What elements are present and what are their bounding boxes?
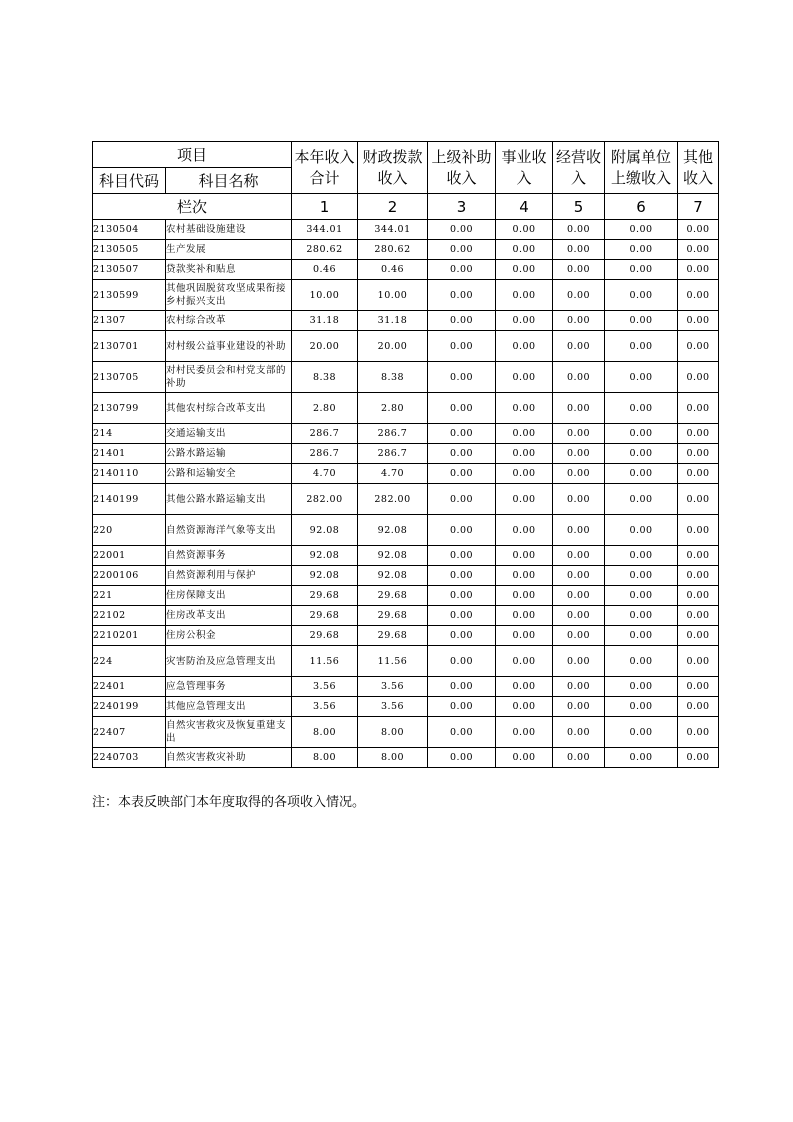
table-row [93, 260, 719, 280]
value-cell: 0.00 [678, 606, 719, 626]
value-cell: 29.68 [292, 606, 358, 626]
value-cell: 0.00 [428, 606, 496, 626]
table-row [93, 626, 719, 646]
value-cell: 280.62 [292, 240, 358, 260]
value-cell: 0.00 [553, 697, 605, 717]
value-cell: 0.00 [496, 240, 553, 260]
value-cell: 0.00 [496, 311, 553, 331]
value-cell: 0.00 [553, 546, 605, 566]
value-cell: 0.00 [678, 677, 719, 697]
value-cell: 0.00 [428, 626, 496, 646]
subject-code-cell: 2240199 [93, 697, 166, 717]
value-cell: 11.56 [292, 646, 358, 677]
value-cell: 0.00 [496, 717, 553, 748]
table-row [93, 220, 719, 240]
subject-code-cell: 22401 [93, 677, 166, 697]
value-cell: 0.00 [605, 260, 678, 280]
value-cell: 0.00 [678, 646, 719, 677]
subject-name-cell: 自然资源事务 [166, 546, 292, 566]
value-cell: 0.00 [605, 280, 678, 311]
value-cell: 0.00 [496, 424, 553, 444]
value-cell: 0.00 [678, 362, 719, 393]
col-5-header: 经营收入 [553, 142, 605, 194]
subject-code-cell: 22407 [93, 717, 166, 748]
table-row [93, 331, 719, 362]
value-cell: 0.00 [496, 606, 553, 626]
table-row [93, 546, 719, 566]
table-row [93, 311, 719, 331]
value-cell: 0.00 [678, 220, 719, 240]
value-cell: 0.00 [428, 646, 496, 677]
value-cell: 0.00 [496, 748, 553, 768]
value-cell: 0.00 [496, 484, 553, 515]
table-row [93, 424, 719, 444]
value-cell: 0.00 [428, 546, 496, 566]
value-cell: 20.00 [358, 331, 428, 362]
subject-code-header: 科目代码 [93, 168, 166, 194]
subject-code-cell: 2240703 [93, 748, 166, 768]
value-cell: 0.00 [496, 515, 553, 546]
subject-name-cell: 应急管理事务 [166, 677, 292, 697]
column-number: 2 [358, 194, 428, 220]
value-cell: 31.18 [292, 311, 358, 331]
value-cell: 2.80 [292, 393, 358, 424]
col-6-header: 附属单位上缴收入 [605, 142, 678, 194]
value-cell: 0.00 [678, 444, 719, 464]
value-cell: 0.00 [496, 331, 553, 362]
subject-code-cell: 224 [93, 646, 166, 677]
value-cell: 0.00 [553, 717, 605, 748]
table-body [93, 220, 719, 768]
value-cell: 0.00 [605, 311, 678, 331]
value-cell: 0.00 [605, 697, 678, 717]
subject-code-cell: 21307 [93, 311, 166, 331]
subject-code-cell: 2130705 [93, 362, 166, 393]
subject-code-cell: 2140110 [93, 464, 166, 484]
value-cell: 0.00 [496, 697, 553, 717]
value-cell: 0.00 [553, 646, 605, 677]
value-cell: 3.56 [358, 677, 428, 697]
value-cell: 2.80 [358, 393, 428, 424]
value-cell: 0.00 [553, 260, 605, 280]
table-header [93, 142, 719, 220]
subject-name-cell: 交通运输支出 [166, 424, 292, 444]
value-cell: 0.00 [428, 515, 496, 546]
table-row [93, 444, 719, 464]
table-row [93, 677, 719, 697]
value-cell: 0.00 [553, 626, 605, 646]
value-cell: 0.00 [553, 362, 605, 393]
value-cell: 0.00 [496, 586, 553, 606]
value-cell: 10.00 [292, 280, 358, 311]
table-row [93, 393, 719, 424]
value-cell: 0.00 [428, 311, 496, 331]
col-4-header: 事业收入 [496, 142, 553, 194]
subject-code-cell: 2130504 [93, 220, 166, 240]
value-cell: 0.00 [678, 260, 719, 280]
value-cell: 0.00 [678, 626, 719, 646]
subject-name-cell: 公路和运输安全 [166, 464, 292, 484]
column-number: 1 [292, 194, 358, 220]
value-cell: 0.00 [428, 444, 496, 464]
subject-name-cell: 其他应急管理支出 [166, 697, 292, 717]
table-row [93, 464, 719, 484]
value-cell: 0.00 [678, 311, 719, 331]
value-cell: 92.08 [358, 546, 428, 566]
column-number: 5 [553, 194, 605, 220]
subject-name-cell: 自然灾害救灾补助 [166, 748, 292, 768]
value-cell: 0.00 [678, 697, 719, 717]
value-cell: 0.00 [496, 464, 553, 484]
subject-code-cell: 2130799 [93, 393, 166, 424]
value-cell: 8.38 [292, 362, 358, 393]
subject-code-cell: 2130507 [93, 260, 166, 280]
income-table [92, 141, 719, 768]
value-cell: 0.00 [496, 260, 553, 280]
table-row [93, 240, 719, 260]
value-cell: 0.00 [678, 717, 719, 748]
value-cell: 0.00 [678, 280, 719, 311]
value-cell: 0.00 [678, 424, 719, 444]
subject-code-cell: 2130505 [93, 240, 166, 260]
value-cell: 0.00 [678, 546, 719, 566]
subject-name-cell: 农村基础设施建设 [166, 220, 292, 240]
value-cell: 29.68 [292, 586, 358, 606]
value-cell: 3.56 [292, 697, 358, 717]
value-cell: 0.00 [496, 566, 553, 586]
value-cell: 0.00 [605, 566, 678, 586]
subject-name-cell: 住房保障支出 [166, 586, 292, 606]
value-cell: 0.46 [358, 260, 428, 280]
subject-name-cell: 自然资源海洋气象等支出 [166, 515, 292, 546]
table-row [93, 748, 719, 768]
value-cell: 0.00 [605, 677, 678, 697]
value-cell: 0.00 [496, 626, 553, 646]
value-cell: 0.00 [553, 331, 605, 362]
value-cell: 29.68 [292, 626, 358, 646]
value-cell: 4.70 [358, 464, 428, 484]
value-cell: 0.00 [428, 586, 496, 606]
table-row [93, 586, 719, 606]
value-cell: 0.46 [292, 260, 358, 280]
subject-code-cell: 214 [93, 424, 166, 444]
value-cell: 29.68 [358, 606, 428, 626]
subject-name-cell: 灾害防治及应急管理支出 [166, 646, 292, 677]
value-cell: 0.00 [428, 566, 496, 586]
value-cell: 0.00 [678, 515, 719, 546]
value-cell: 11.56 [358, 646, 428, 677]
value-cell: 0.00 [605, 444, 678, 464]
value-cell: 0.00 [428, 424, 496, 444]
value-cell: 0.00 [553, 464, 605, 484]
project-header: 项目 [93, 142, 292, 168]
subject-code-cell: 22102 [93, 606, 166, 626]
value-cell: 0.00 [428, 484, 496, 515]
value-cell: 20.00 [292, 331, 358, 362]
subject-name-cell: 自然灾害救灾及恢复重建支出 [166, 717, 292, 748]
value-cell: 282.00 [358, 484, 428, 515]
value-cell: 0.00 [605, 331, 678, 362]
value-cell: 8.00 [292, 717, 358, 748]
value-cell: 0.00 [605, 362, 678, 393]
subject-name-cell: 住房改革支出 [166, 606, 292, 626]
value-cell: 0.00 [605, 393, 678, 424]
value-cell: 0.00 [428, 717, 496, 748]
table-row [93, 362, 719, 393]
value-cell: 31.18 [358, 311, 428, 331]
value-cell: 0.00 [678, 586, 719, 606]
value-cell: 92.08 [358, 515, 428, 546]
value-cell: 0.00 [605, 606, 678, 626]
value-cell: 0.00 [605, 464, 678, 484]
value-cell: 0.00 [496, 444, 553, 464]
value-cell: 0.00 [553, 484, 605, 515]
value-cell: 286.7 [292, 444, 358, 464]
value-cell: 4.70 [292, 464, 358, 484]
value-cell: 0.00 [605, 586, 678, 606]
value-cell: 92.08 [292, 566, 358, 586]
subject-code-cell: 221 [93, 586, 166, 606]
col-1-header: 本年收入合计 [292, 142, 358, 194]
value-cell: 280.62 [358, 240, 428, 260]
column-number: 3 [428, 194, 496, 220]
value-cell: 10.00 [358, 280, 428, 311]
value-cell: 0.00 [496, 546, 553, 566]
subject-code-cell: 2210201 [93, 626, 166, 646]
subject-name-cell: 住房公积金 [166, 626, 292, 646]
value-cell: 0.00 [496, 393, 553, 424]
value-cell: 0.00 [678, 331, 719, 362]
value-cell: 8.00 [358, 748, 428, 768]
subject-code-cell: 220 [93, 515, 166, 546]
value-cell: 8.38 [358, 362, 428, 393]
subject-name-cell: 对村级公益事业建设的补助 [166, 331, 292, 362]
value-cell: 0.00 [553, 566, 605, 586]
value-cell: 0.00 [553, 311, 605, 331]
subject-name-cell: 自然资源利用与保护 [166, 566, 292, 586]
table-row [93, 717, 719, 748]
table-note: 注：本表反映部门本年度取得的各项收入情况。 [92, 795, 366, 810]
subject-code-cell: 2130599 [93, 280, 166, 311]
table-row [93, 697, 719, 717]
subject-code-cell: 22001 [93, 546, 166, 566]
value-cell: 3.56 [292, 677, 358, 697]
value-cell: 0.00 [428, 362, 496, 393]
subject-name-cell: 其他公路水路运输支出 [166, 484, 292, 515]
value-cell: 0.00 [605, 626, 678, 646]
value-cell: 0.00 [496, 677, 553, 697]
value-cell: 0.00 [678, 464, 719, 484]
value-cell: 0.00 [605, 424, 678, 444]
value-cell: 286.7 [358, 444, 428, 464]
value-cell: 0.00 [605, 220, 678, 240]
value-cell: 0.00 [428, 280, 496, 311]
subject-code-cell: 2130701 [93, 331, 166, 362]
value-cell: 0.00 [605, 748, 678, 768]
value-cell: 0.00 [605, 646, 678, 677]
value-cell: 0.00 [553, 606, 605, 626]
subject-name-cell: 公路水路运输 [166, 444, 292, 464]
table-row [93, 646, 719, 677]
value-cell: 0.00 [678, 566, 719, 586]
value-cell: 29.68 [358, 586, 428, 606]
value-cell: 0.00 [553, 240, 605, 260]
value-cell: 3.56 [358, 697, 428, 717]
value-cell: 0.00 [678, 240, 719, 260]
value-cell: 0.00 [605, 484, 678, 515]
value-cell: 0.00 [428, 697, 496, 717]
subject-name-header: 科目名称 [166, 168, 292, 194]
value-cell: 0.00 [496, 362, 553, 393]
table-row [93, 484, 719, 515]
value-cell: 29.68 [358, 626, 428, 646]
value-cell: 0.00 [605, 717, 678, 748]
col-2-header: 财政拨款收入 [358, 142, 428, 194]
value-cell: 0.00 [428, 240, 496, 260]
value-cell: 0.00 [428, 331, 496, 362]
value-cell: 8.00 [358, 717, 428, 748]
col-3-header: 上级补助收入 [428, 142, 496, 194]
subject-code-cell: 2140199 [93, 484, 166, 515]
table-row [93, 566, 719, 586]
value-cell: 0.00 [553, 748, 605, 768]
value-cell: 0.00 [553, 677, 605, 697]
value-cell: 0.00 [553, 393, 605, 424]
value-cell: 0.00 [428, 677, 496, 697]
subject-code-cell: 2200106 [93, 566, 166, 586]
value-cell: 0.00 [428, 260, 496, 280]
subject-name-cell: 农村综合改革 [166, 311, 292, 331]
subject-name-cell: 生产发展 [166, 240, 292, 260]
value-cell: 0.00 [553, 220, 605, 240]
value-cell: 0.00 [678, 748, 719, 768]
subject-name-cell: 其他农村综合改革支出 [166, 393, 292, 424]
subject-name-cell: 对村民委员会和村党支部的补助 [166, 362, 292, 393]
value-cell: 0.00 [553, 280, 605, 311]
value-cell: 92.08 [292, 515, 358, 546]
column-number: 6 [605, 194, 678, 220]
value-cell: 0.00 [605, 240, 678, 260]
value-cell: 0.00 [553, 586, 605, 606]
value-cell: 0.00 [553, 424, 605, 444]
value-cell: 0.00 [428, 393, 496, 424]
value-cell: 286.7 [292, 424, 358, 444]
col-7-header: 其他收入 [678, 142, 719, 194]
table-row [93, 280, 719, 311]
value-cell: 282.00 [292, 484, 358, 515]
value-cell: 344.01 [358, 220, 428, 240]
value-cell: 0.00 [428, 220, 496, 240]
value-cell: 0.00 [496, 220, 553, 240]
value-cell: 0.00 [678, 393, 719, 424]
value-cell: 286.7 [358, 424, 428, 444]
column-index-label: 栏次 [93, 194, 292, 220]
value-cell: 0.00 [496, 280, 553, 311]
subject-name-cell: 贷款奖补和贴息 [166, 260, 292, 280]
value-cell: 92.08 [292, 546, 358, 566]
value-cell: 0.00 [553, 515, 605, 546]
column-number: 4 [496, 194, 553, 220]
table-row [93, 515, 719, 546]
value-cell: 0.00 [428, 748, 496, 768]
subject-name-cell: 其他巩固脱贫攻坚成果衔接乡村振兴支出 [166, 280, 292, 311]
value-cell: 0.00 [605, 515, 678, 546]
value-cell: 344.01 [292, 220, 358, 240]
value-cell: 0.00 [553, 444, 605, 464]
value-cell: 0.00 [496, 646, 553, 677]
value-cell: 0.00 [605, 546, 678, 566]
value-cell: 0.00 [678, 484, 719, 515]
value-cell: 92.08 [358, 566, 428, 586]
subject-code-cell: 21401 [93, 444, 166, 464]
table-row [93, 606, 719, 626]
value-cell: 0.00 [428, 464, 496, 484]
column-number: 7 [678, 194, 719, 220]
value-cell: 8.00 [292, 748, 358, 768]
